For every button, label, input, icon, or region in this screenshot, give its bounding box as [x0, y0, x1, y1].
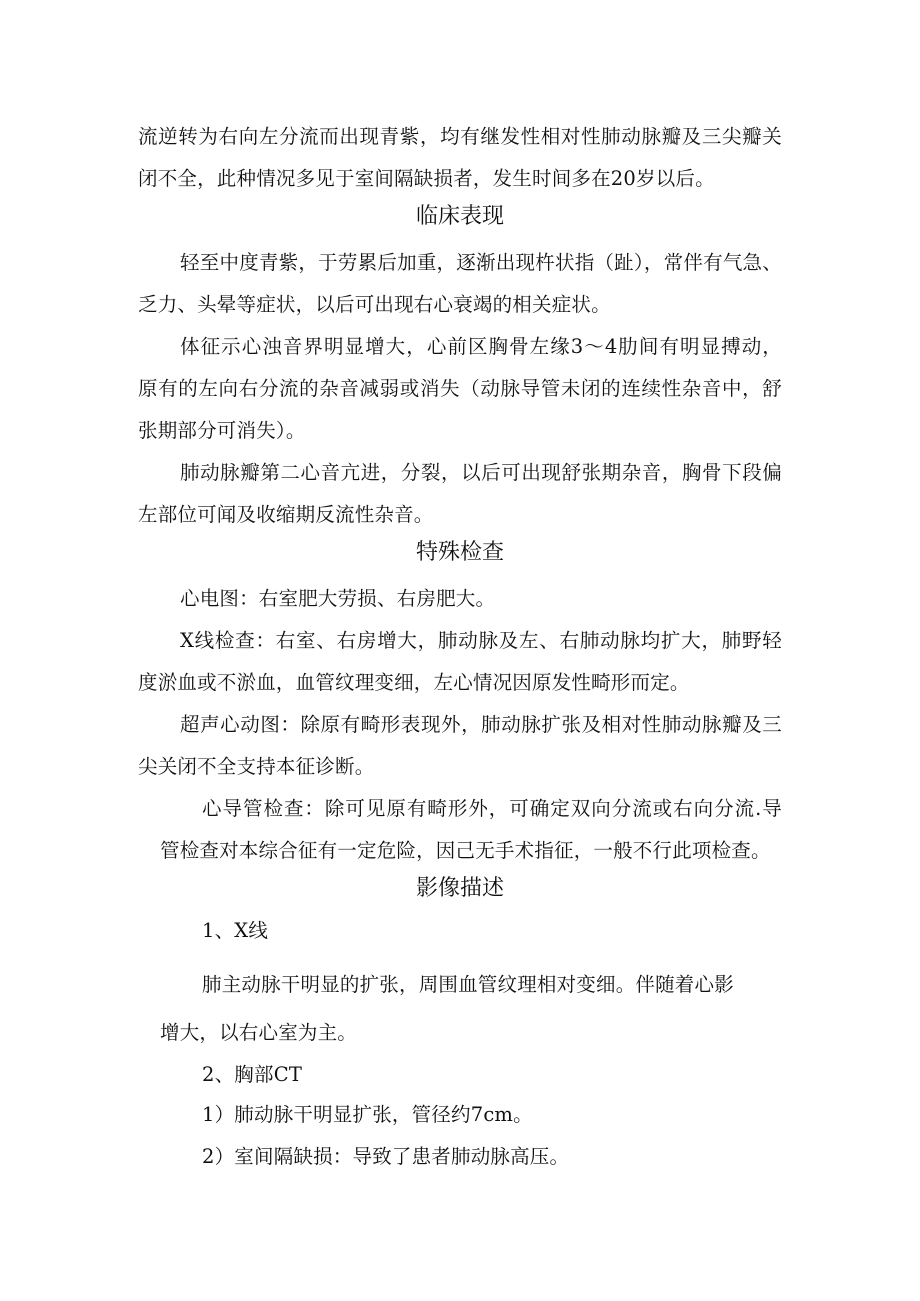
clinical-line-7: 左部位可闻及收缩期反流性杂音。	[138, 503, 434, 526]
exam-line-5: 尖关闭不全支持本征诊断。	[138, 755, 375, 778]
section-heading-imaging: 影像描述	[415, 876, 504, 901]
exam-line-3: 度淤血或不淤血，血管纹理变细，左心情况因原发性畸形而定。	[138, 671, 690, 694]
clinical-line-6: 肺动脉瓣第二心音亢进，分裂，以后可出现舒张期杂音，胸骨下段偏	[180, 461, 782, 484]
exam-line-2: X线检查：右室、右房增大，肺动脉及左、右肺动脉均扩大，肺野轻	[180, 629, 782, 652]
clinical-line-3: 体征示心浊音界明显增大，心前区胸骨左缘3～4肋间有明显搏动，	[180, 335, 782, 358]
intro-line-2: 闭不全，此种情况多见于室间隔缺损者，发生时间多在20岁以后。	[138, 167, 715, 190]
intro-line-1: 流逆转为右向左分流而出现青紫，均有继发性相对性肺动脉瓣及三尖瓣关	[138, 125, 782, 148]
imaging-line-2: 肺主动脉干明显的扩张，周围血管纹理相对变细。伴随着心影	[202, 973, 734, 996]
section-heading-clinical: 临床表现	[415, 204, 504, 229]
imaging-line-5: 1）肺动脉干明显扩张，管径约7cm。	[202, 1103, 533, 1126]
imaging-line-1: 1、X线	[202, 919, 269, 942]
section-heading-exam: 特殊检查	[415, 540, 504, 565]
clinical-line-1: 轻至中度青紫，于劳累后加重，逐渐出现杵状指（趾），常伴有气急、	[180, 251, 782, 274]
imaging-line-3: 增大，以右心室为主。	[160, 1021, 358, 1044]
clinical-line-2: 乏力、头晕等症状，以后可出现右心衰竭的相关症状。	[138, 293, 611, 316]
imaging-line-6: 2）室间隔缺损：导致了患者肺动脉高压。	[202, 1145, 570, 1168]
imaging-line-4: 2、胸部CT	[202, 1063, 303, 1086]
clinical-line-5: 张期部分可消失）。	[138, 419, 306, 442]
exam-line-1: 心电图：右室肥大劳损、右房肥大。	[180, 587, 496, 610]
clinical-line-4: 原有的左向右分流的杂音减弱或消失（动脉导管未闭的连续性杂音中，舒	[138, 377, 782, 400]
exam-line-4: 超声心动图：除原有畸形表现外，肺动脉扩张及相对性肺动脉瓣及三	[180, 713, 782, 736]
exam-line-6: 心导管检查：除可见原有畸形外，可确定双向分流或右向分流.导	[202, 797, 782, 820]
exam-line-7: 管检查对本综合征有一定危险，因己无手术指征，一般不行此项检查。	[160, 839, 771, 862]
